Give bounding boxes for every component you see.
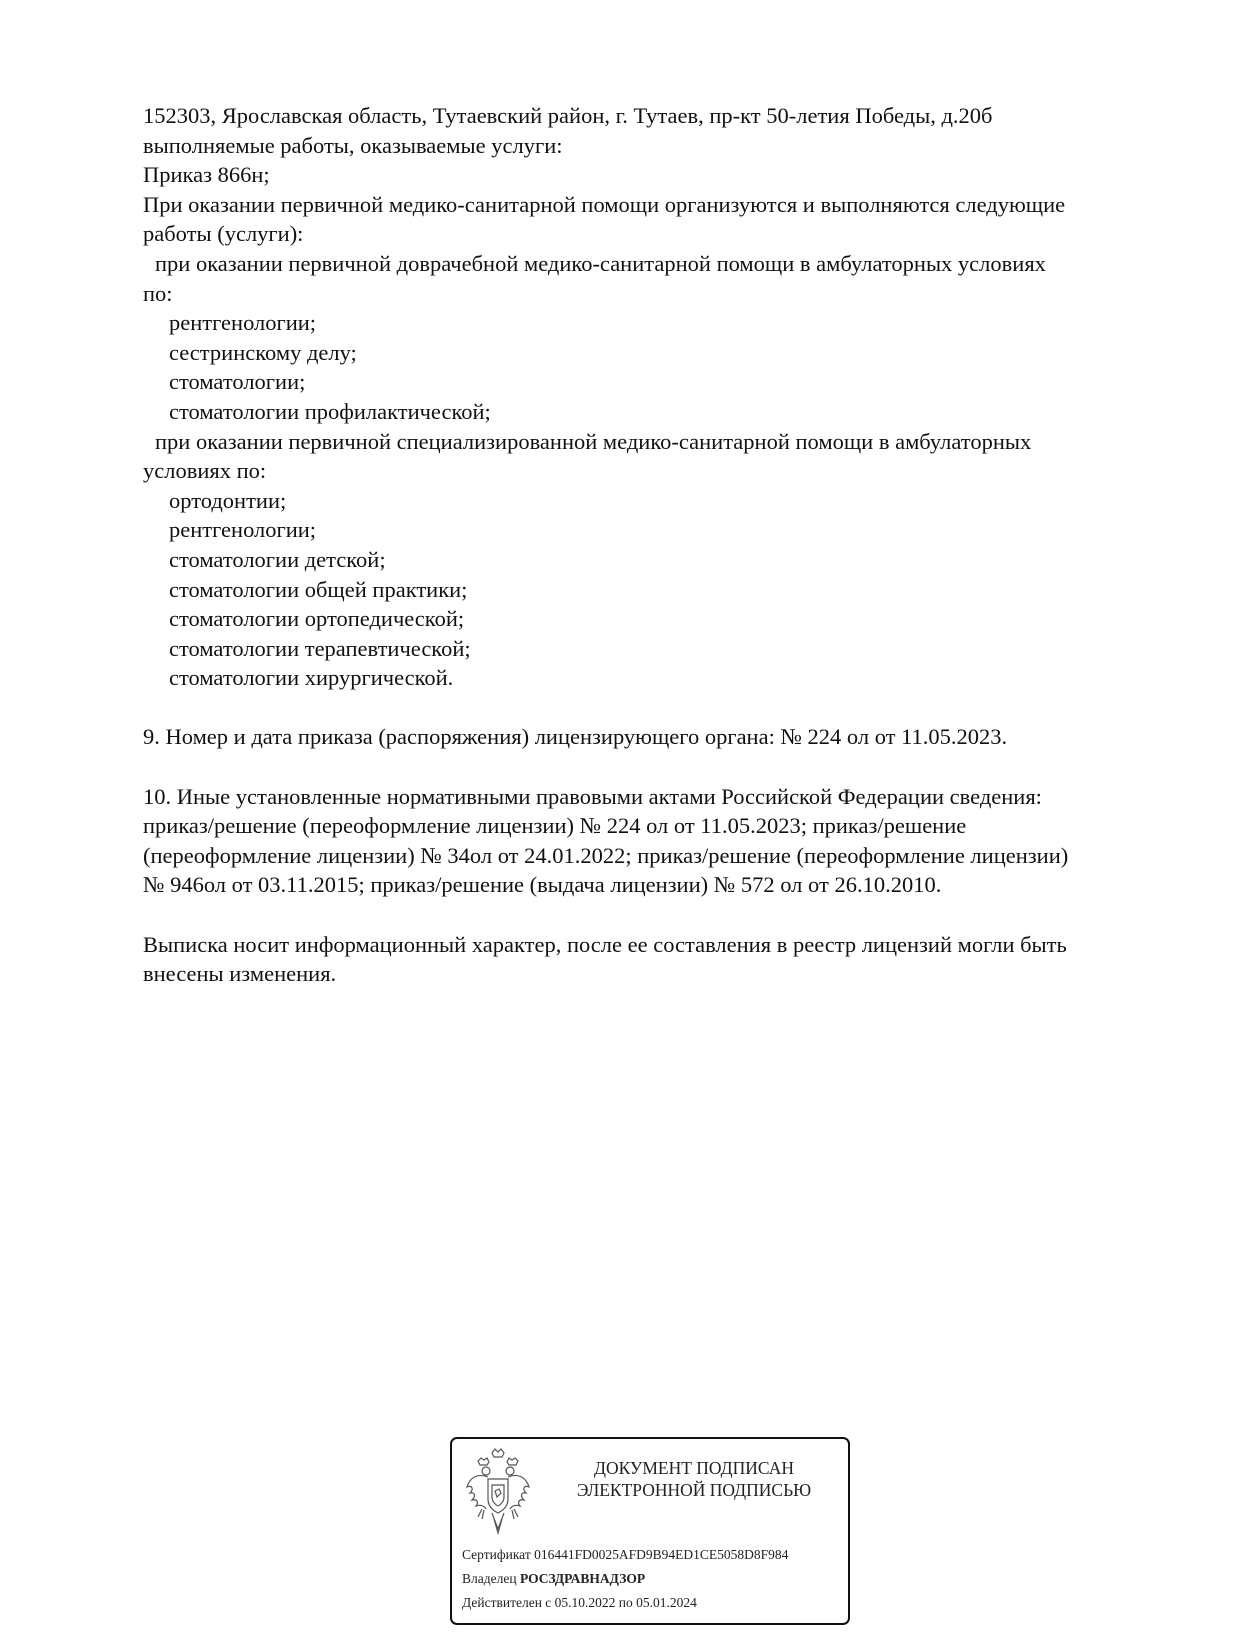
document-line: № 946ол от 03.11.2015; приказ/решение (выдача лицензии) № 572 ол от 26.10.2010. [143,872,942,898]
document-line: по: [143,280,173,306]
owner-label: Владелец [462,1571,517,1586]
document-line: стоматологии; [169,369,306,395]
document-line: стоматологии детской; [169,546,386,572]
document-line: выполняемые работы, оказываемые услуги: [143,132,563,158]
electronic-signature-stamp [450,1437,850,1625]
certificate-value: 016441FD0025AFD9B94ED1CE5058D8F984 [534,1547,789,1562]
document-line: 152303, Ярославская область, Тутаевский район, г. Тутаев, пр-кт 50-летия Победы, д.20б [143,103,993,128]
document-line: (переоформление лицензии) № 34ол от 24.01.2022; приказ/решение (переоформление лицензии) [143,842,1069,868]
document-line: ортодонтии; [169,487,287,513]
document-line: внесены изменения. [143,961,337,987]
document-line: стоматологии профилактической; [169,398,491,424]
document-line: стоматологии терапевтической; [169,635,471,661]
validity-row: Действителен с 05.10.2022 по 05.01.2024 [462,1595,697,1610]
document-line: работы (услуги): [143,221,304,247]
stamp-title-line-1: ДОКУМЕНТ ПОДПИСАН [594,1458,794,1478]
document-line: рентгенологии; [169,517,317,543]
document-body [143,101,1153,989]
stamp-title-line-2: ЭЛЕКТРОННОЙ ПОДПИСЬЮ [576,1480,812,1500]
document-line: при оказании первичной специализированной медико-санитарной помощи в амбулаторных [155,428,1032,454]
blank-line [143,693,1153,723]
blank-line [143,752,1153,782]
document-line: 10. Иные установленные нормативными правовыми актами Российской Федерации сведения: [143,783,1042,809]
document-line: стоматологии общей практики; [169,576,468,602]
document-line: Приказ 866н; [143,162,270,188]
document-line: сестринскому делу; [169,339,357,365]
document-line: стоматологии хирургической. [169,665,454,691]
stamp-details [462,1543,788,1615]
document-line: приказ/решение (переоформление лицензии) № 224 ол от 11.05.2023; приказ/решение [143,813,967,839]
owner-row [462,1567,788,1591]
certificate-row [462,1543,788,1567]
blank-line [143,900,1153,930]
stamp-title [544,1457,844,1501]
russian-coat-of-arms-icon [464,1447,532,1535]
document-line: При оказании первичной медико-санитарной помощи организуются и выполняются следующие [143,191,1066,217]
owner-value: РОСЗДРАВНАДЗОР [519,1571,646,1586]
certificate-label: Сертификат [462,1547,531,1562]
document-line: при оказании первичной доврачебной медико-санитарной помощи в амбулаторных условиях [155,250,1046,276]
document-line: рентгенологии; [169,310,317,336]
document-line: стоматологии ортопедической; [169,606,465,632]
document-line: условиях по: [143,458,267,484]
document-line: Выписка носит информационный характер, после ее составления в реестр лицензий могли быть [143,931,1067,957]
document-line: 9. Номер и дата приказа (распоряжения) лицензирующего органа: № 224 ол от 11.05.2023. [143,724,1008,750]
